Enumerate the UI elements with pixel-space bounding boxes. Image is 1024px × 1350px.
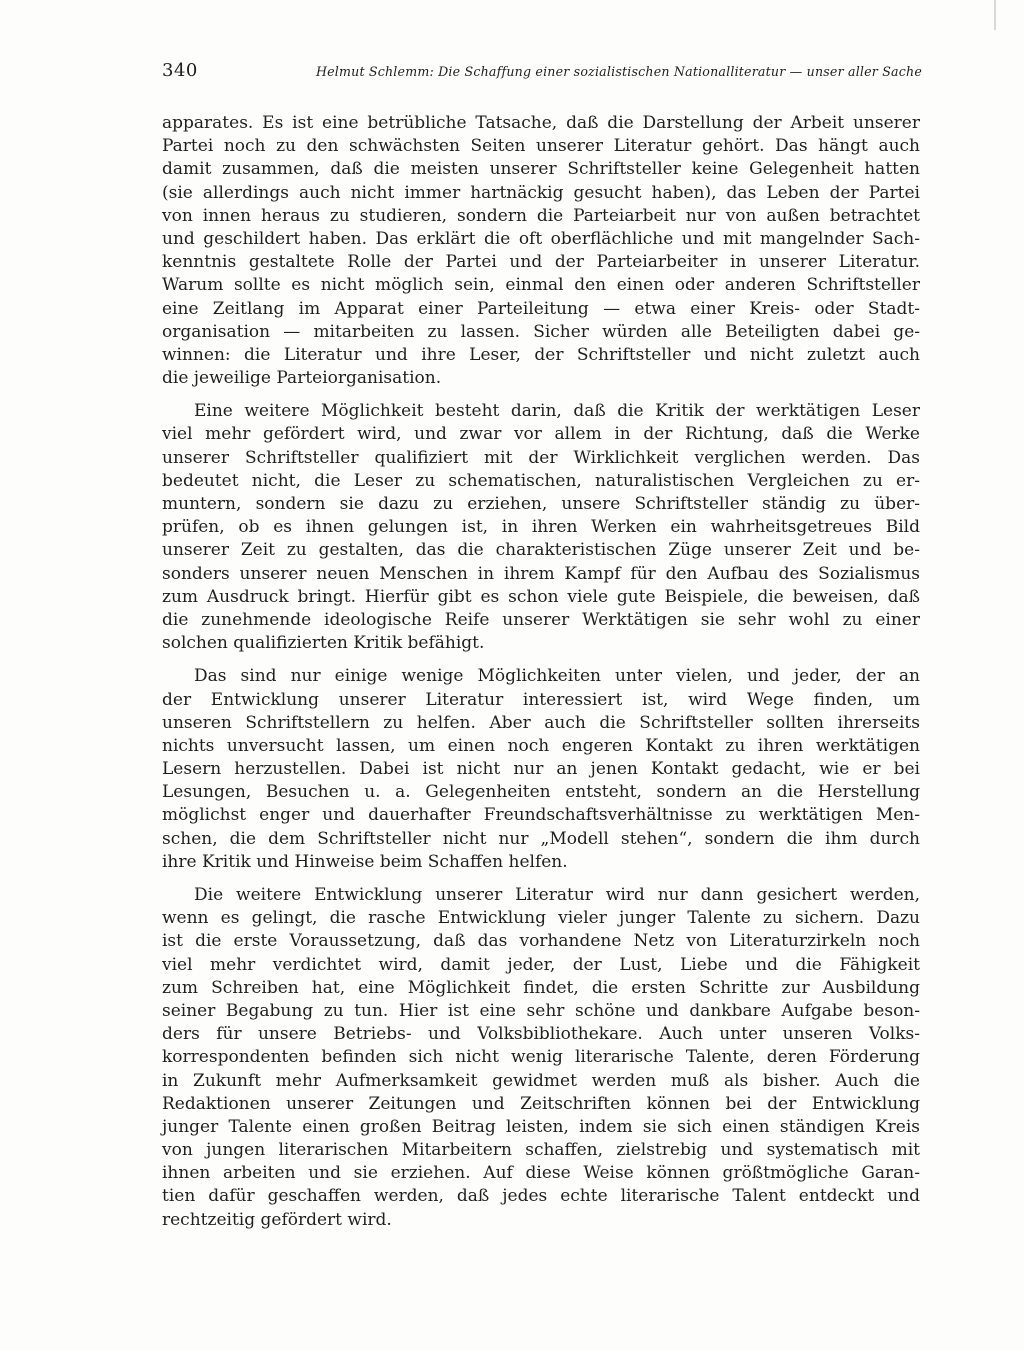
text-line: Warum sollte es nicht möglich sein, einmal den einen oder anderen Schriftsteller <box>162 275 920 296</box>
text-line: bedeutet nicht, die Leser zu schematischen, naturalistischen Vergleichen zu er- <box>162 470 920 491</box>
text-line: der Entwicklung unserer Literatur interessiert ist, wird Wege finden, um <box>162 689 920 710</box>
text-line: seiner Begabung zu tun. Hier ist eine sehr schöne und dankbare Aufgabe beson- <box>162 1000 920 1021</box>
text-line: tien dafür geschaffen werden, daß jedes echte literarische Talent entdeckt und <box>162 1186 920 1207</box>
text-line: unserer Schriftsteller qualifiziert mit der Wirklichkeit verglichen werden. Das <box>162 447 920 468</box>
text-line: sonders unserer neuen Menschen in ihrem Kampf für den Aufbau des Sozialismus <box>162 563 920 584</box>
text-line: und geschildert haben. Das erklärt die oft oberflächliche und mit mangelnder Sach- <box>162 228 920 249</box>
text-line: Redaktionen unserer Zeitungen und Zeitschriften können bei der Entwicklung <box>162 1093 920 1114</box>
text-line: Lesern herzustellen. Dabei ist nicht nur an jenen Kontakt gedacht, wie er bei <box>162 759 920 780</box>
text-line: zum Ausdruck bringt. Hierfür gibt es schon viele gute Beispiele, die beweisen, daß <box>162 586 920 607</box>
text-line: viel mehr gefördert wird, und zwar vor allem in der Richtung, daß die Werke <box>162 424 920 445</box>
text-line: junger Talente einen großen Beitrag leisten, indem sie sich einen ständigen Kreis <box>162 1116 920 1137</box>
text-line: unserer Zeit zu gestalten, das die charakteristischen Züge unserer Zeit und be- <box>162 540 920 561</box>
text-line: korrespondenten befinden sich nicht wenig literarische Talente, deren Förderung <box>162 1047 920 1068</box>
text-line: von jungen literarischen Mitarbeitern schaffen, zielstrebig und systematisch mit <box>162 1140 920 1161</box>
paragraph <box>162 112 920 390</box>
text-line: damit zusammen, daß die meisten unserer Schriftsteller keine Gelegenheit hatten <box>162 159 920 180</box>
paragraph <box>162 665 920 874</box>
text-line: von innen heraus zu studieren, sondern die Parteiarbeit nur von außen betrachtet <box>162 205 920 226</box>
text-line: kenntnis gestaltete Rolle der Partei und der Parteiarbeiter in unserer Literatur. <box>162 252 920 273</box>
text-line: wenn es gelingt, die rasche Entwicklung vieler junger Talente zu sichern. Dazu <box>162 908 920 929</box>
text-line: Die weitere Entwicklung unserer Literatur wird nur dann gesichert werden, <box>194 885 920 905</box>
text-line: eine Zeitlang im Apparat einer Parteileitung — etwa einer Kreis- oder Stadt- <box>162 298 920 319</box>
text-line: die zunehmende ideologische Reife unserer Werktätigen sie sehr wohl zu einer <box>162 609 920 630</box>
text-line: organisation — mitarbeiten zu lassen. Sicher würden alle Beteiligten dabei ge- <box>162 321 920 342</box>
text-line: viel mehr verdichtet wird, damit jeder, der Lust, Liebe und die Fähigkeit <box>162 954 920 975</box>
text-line: winnen: die Literatur und ihre Leser, der Schriftsteller und nicht zuletzt auch <box>162 344 920 365</box>
running-title: Helmut Schlemm: Die Schaffung einer sozialistischen Nationalliteratur — unser aller Sache <box>315 64 922 79</box>
text-line: unseren Schriftstellern zu helfen. Aber auch die Schriftsteller sollten ihrerseits <box>162 712 920 733</box>
text-line: in Zukunft mehr Aufmerksamkeit gewidmet werden muß als bisher. Auch die <box>162 1070 920 1091</box>
text-line: Lesungen, Besuchen u. a. Gelegenheiten entsteht, sondern an die Herstellung <box>162 782 920 803</box>
text-line: schen, die dem Schriftsteller nicht nur „Modell stehen“, sondern die ihm durch <box>162 828 920 849</box>
text-line: die jeweilige Parteiorganisation. <box>162 368 442 389</box>
text-line: (sie allerdings auch nicht immer hartnäckig gesucht haben), das Leben der Partei <box>162 182 920 203</box>
paragraph <box>162 400 920 655</box>
text-line: möglichst enger und dauerhafter Freundschaftsverhältnisse zu werktätigen Men- <box>162 805 920 826</box>
text-line: nichts unversucht lassen, um einen noch engeren Kontakt zu ihren werktätigen <box>162 735 920 756</box>
text-line: muntern, sondern sie dazu zu erziehen, unsere Schriftsteller ständig zu über- <box>162 494 920 514</box>
text-line: ihnen arbeiten und sie erziehen. Auf diese Weise können größtmögliche Garan- <box>162 1163 920 1184</box>
text-line: Partei noch zu den schwächsten Seiten unserer Literatur gehört. Das hängt auch <box>162 136 920 157</box>
text-line: rechtzeitig gefördert wird. <box>162 1209 392 1230</box>
text-line: Das sind nur einige wenige Möglichkeiten unter vielen, und jeder, der an <box>194 666 920 687</box>
text-line: ders für unsere Betriebs- und Volksbibliothekare. Auch unter unseren Volks- <box>162 1024 920 1045</box>
text-line: zum Schreiben hat, eine Möglichkeit findet, die ersten Schritte zur Ausbildung <box>162 977 920 998</box>
text-line: ihre Kritik und Hinweise beim Schaffen helfen. <box>162 851 568 872</box>
text-line: ist die erste Voraussetzung, daß das vorhandene Netz von Literaturzirkeln noch <box>162 931 920 952</box>
body-text <box>162 112 920 1242</box>
text-line: solchen qualifizierten Kritik befähigt. <box>162 633 485 654</box>
scan-edge-mark <box>994 0 996 30</box>
page-number: 340 <box>162 60 198 81</box>
text-line: prüfen, ob es ihnen gelungen ist, in ihren Werken ein wahrheitsgetreues Bild <box>162 517 920 538</box>
running-head <box>162 60 922 86</box>
text-line: Eine weitere Möglichkeit besteht darin, daß die Kritik der werktätigen Leser <box>194 401 920 422</box>
paragraph <box>162 884 920 1232</box>
text-line: apparates. Es ist eine betrübliche Tatsache, daß die Darstellung der Arbeit unserer <box>162 113 920 133</box>
